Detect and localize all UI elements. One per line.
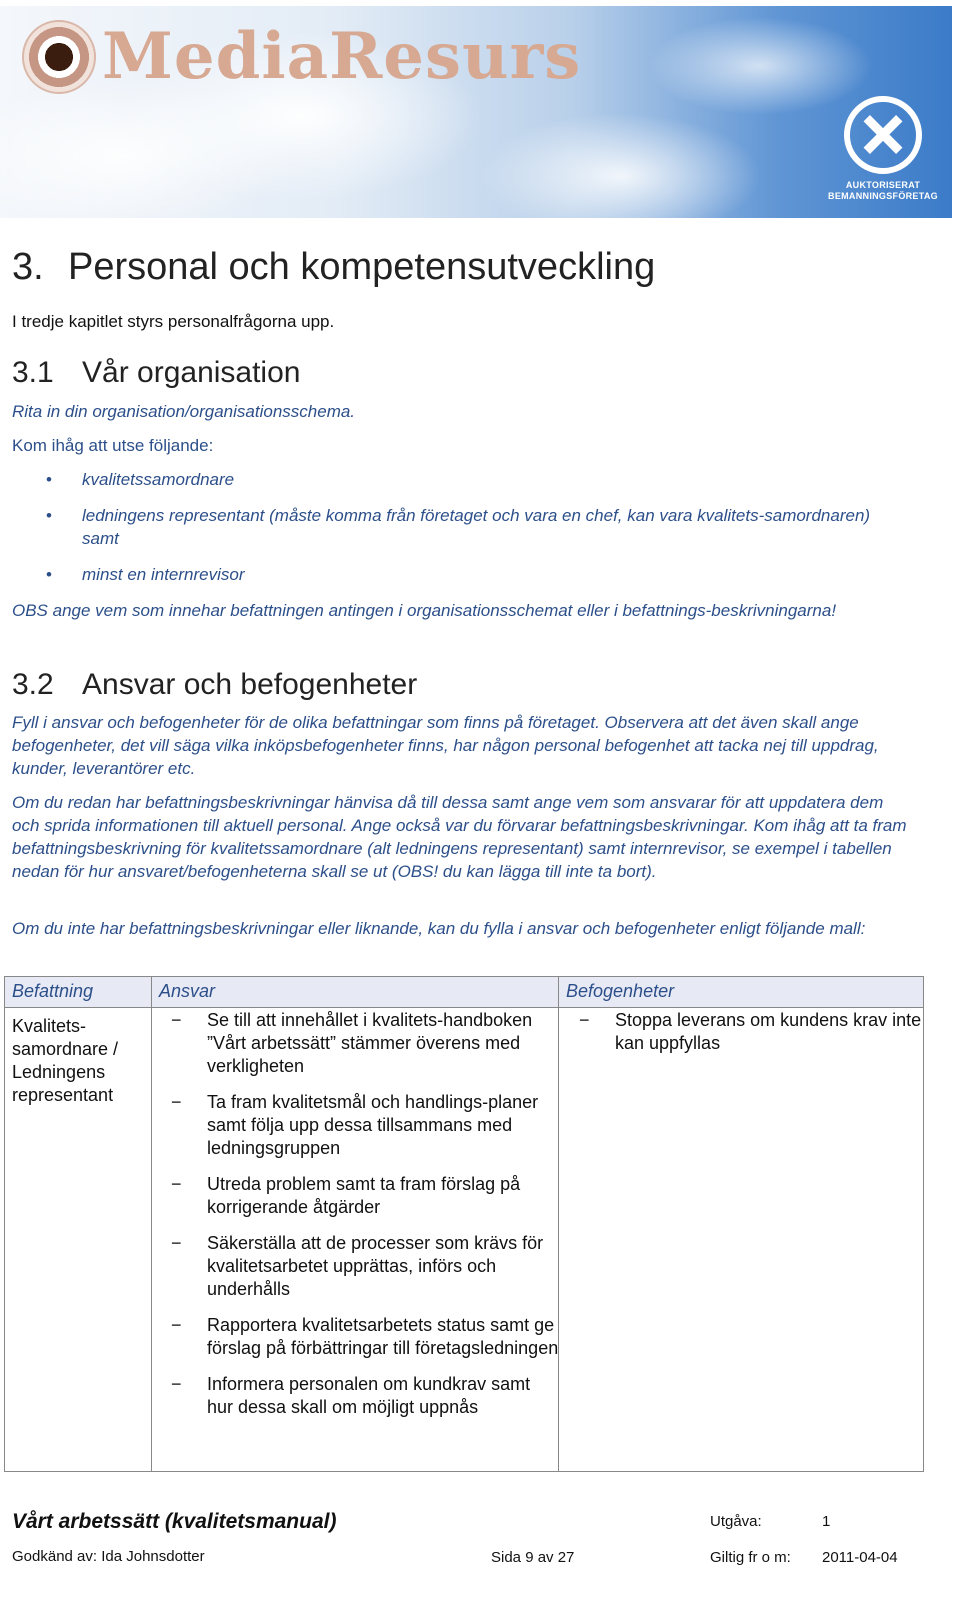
badge-line-2: BEMANNINGSFÖRETAG (828, 191, 938, 201)
bullet-icon: • (46, 565, 52, 584)
section-title: Ansvar och befogenheter (82, 668, 418, 701)
list-item: − Säkerställa att de processer som krävs för kvalitetsarbetet upprättas, införs och underhålls (171, 1233, 544, 1299)
table-cell-role: Kvalitets-samordnare / Ledningens representant (12, 1016, 119, 1105)
footer-edition-label: Utgåva: (710, 1513, 762, 1530)
list-item: − Rapportera kvalitetsarbetets status samt ge förslag på förbättringar till företagsledningen (171, 1315, 559, 1358)
column-header-position: Befattning (12, 981, 94, 1001)
section-heading-3-1 (12, 356, 300, 390)
org-instruction: Rita in din organisation/organisationsschema. (12, 402, 356, 421)
chapter-heading (12, 246, 655, 289)
list-item: • minst en internrevisor (46, 565, 245, 584)
list-item: − Utreda problem samt ta fram förslag på korrigerande åtgärder (171, 1174, 521, 1217)
brand-logo (22, 20, 581, 94)
footer-valid-label: Giltig fr o m: (710, 1549, 791, 1566)
table-header-row (5, 977, 923, 1008)
list-item: − Ta fram kvalitetsmål och handlings-planer samt följa upp dessa tillsammans med ledningsgruppen (171, 1092, 539, 1158)
column-divider (151, 977, 152, 1471)
dash-icon: − (579, 1010, 590, 1030)
brand-target-icon (22, 20, 96, 94)
list-item: • ledningens representant (måste komma från företaget och vara en chef, kan vara kvalitets-samordnaren) samt (46, 506, 871, 548)
footer-edition-value: 1 (822, 1513, 831, 1530)
dash-icon: − (171, 1174, 182, 1194)
footer-valid-date: 2011-04-04 (822, 1549, 898, 1566)
footer-document-title: Vårt arbetssätt (kvalitetsmanual) (12, 1510, 337, 1533)
footer-page-number: Sida 9 av 27 (491, 1549, 575, 1566)
section-heading-3-2 (12, 668, 417, 702)
dash-icon: − (171, 1092, 182, 1112)
list-item: • kvalitetssamordnare (46, 470, 235, 489)
authorization-badge (828, 96, 938, 208)
dash-icon: − (171, 1374, 182, 1394)
footer-approved-by: Godkänd av: Ida Johnsdotter (12, 1548, 205, 1565)
responsibility-table (4, 976, 924, 1472)
section-title: Vår organisation (82, 356, 301, 389)
header-banner (0, 6, 952, 218)
responsibility-paragraph: Fyll i ansvar och befogenheter för de olika befattningar som finns på företaget. Observera att det även skall ange befogenheter, det vill säga vilka inköpsbefogenheter finns, har någon personal befogenhet att tacka nej till uppdrag, kunder, leverantörer etc. (12, 713, 879, 778)
chapter-intro: I tredje kapitlet styrs personalfrågorna upp. (12, 312, 335, 331)
badge-line-1: AUKTORISERAT (845, 180, 921, 190)
dash-icon: − (171, 1315, 182, 1335)
badge-emblem-icon (844, 96, 922, 174)
role-bullet-list (0, 468, 920, 599)
list-item: − Informera personalen om kundkrav samt hur dessa skall om möjligt uppnås (171, 1374, 531, 1417)
job-description-paragraph: Om du redan har befattningsbeskrivningar hänvisa då till dessa samt ange vem som ansvarar för att uppdatera dem och sprida informationen till aktuell personal. Ange också var du förvarar befattningsbeskrivningar. Kom ihåg att ta fram befattningsbeskrivning för kvalitetssamordnare (alt ledningens representant) samt internrevisor, se exempel i tabellen nedan för hur ansvaret/befogenheterna skall se ut (OBS! du kan lägga till inte ta bort). (12, 793, 907, 881)
brand-name: MediaResurs (102, 19, 582, 94)
section-number: 3.1 (12, 356, 54, 389)
column-header-authority: Befogenheter (566, 981, 675, 1001)
column-header-responsibility: Ansvar (159, 981, 216, 1001)
authority-list (579, 1009, 925, 1068)
bullet-icon: • (46, 506, 52, 525)
responsibility-list (171, 1009, 561, 1432)
section-number: 3.2 (12, 668, 54, 701)
obs-note: OBS ange vem som innehar befattningen antingen i organisationsschemat eller i befattnings-beskrivningarna! (12, 601, 837, 620)
remember-text: Kom ihåg att utse följande: (12, 436, 214, 455)
list-item: − Se till att innehållet i kvalitets-handboken ”Vårt arbetssätt” stämmer överens med verkligheten (171, 1010, 533, 1076)
list-item: − Stoppa leverans om kundens krav inte kan uppfyllas (579, 1010, 922, 1053)
chapter-number: 3. (12, 246, 44, 288)
dash-icon: − (171, 1233, 182, 1253)
chapter-title: Personal och kompetensutveckling (68, 246, 656, 288)
bullet-icon: • (46, 470, 52, 489)
template-paragraph: Om du inte har befattningsbeskrivningar eller liknande, kan du fylla i ansvar och befogenheter enligt följande mall: (12, 919, 866, 938)
dash-icon: − (171, 1010, 182, 1030)
